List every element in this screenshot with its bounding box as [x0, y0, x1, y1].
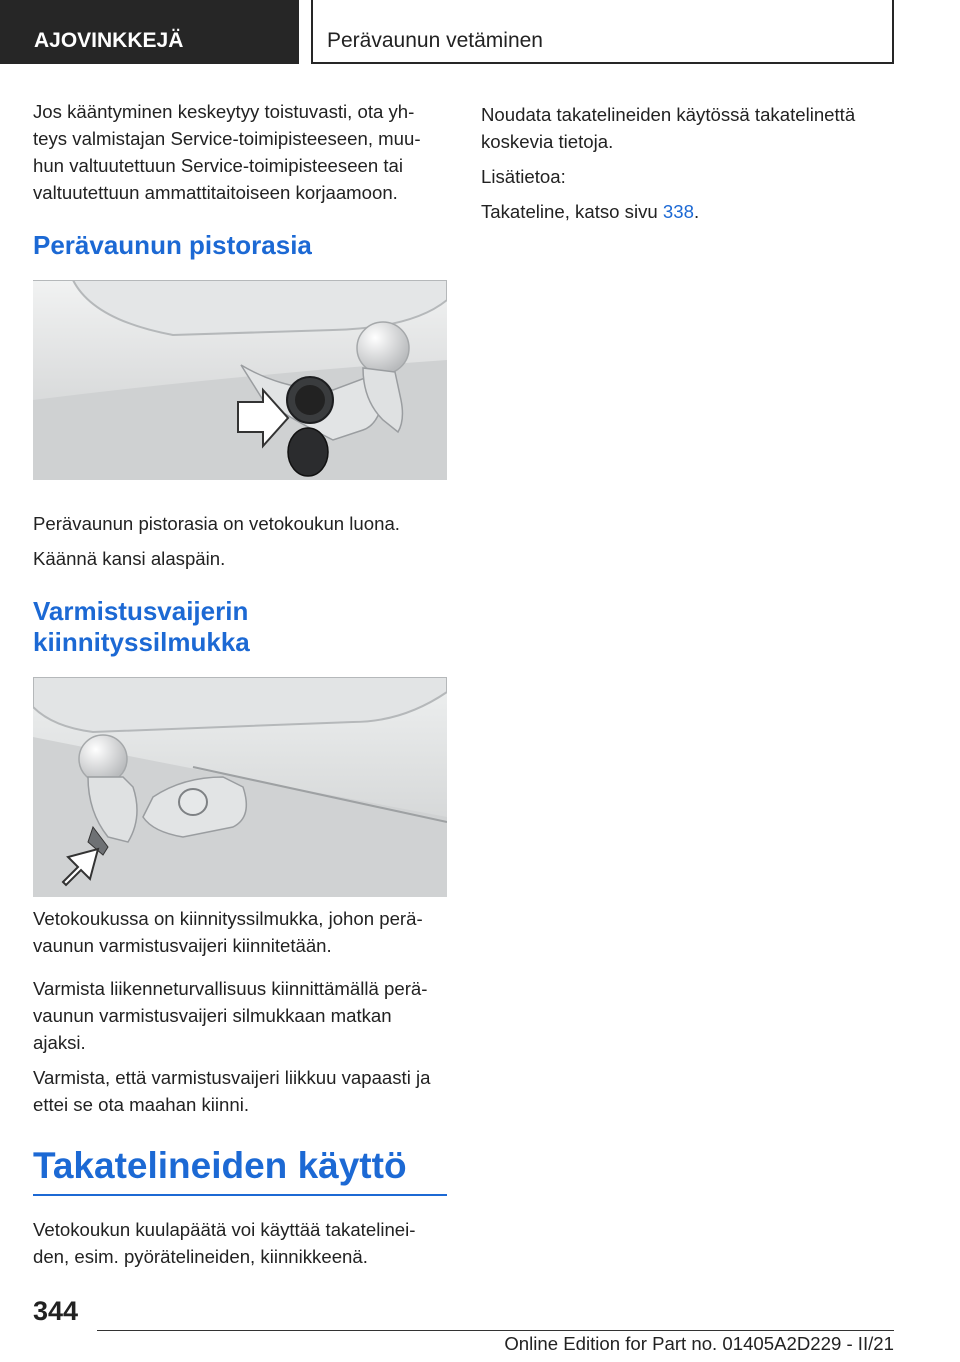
rack-heading: Takatelineiden käyttö [33, 1145, 407, 1186]
rack-paragraph-line: den, esim. pyörätelineiden, kiinnikkeenä. [33, 1246, 368, 1267]
right-column [481, 101, 901, 225]
socket-text-instruction: Käännä kansi alaspäin. [33, 548, 226, 569]
reference-page-link[interactable]: 338 [662, 201, 694, 222]
intro-line: Jos kääntyminen keskeytyy toistuvasti, ota yh- [33, 101, 415, 122]
left-column [33, 98, 447, 1270]
page-number: 344 [33, 1296, 79, 1326]
socket-heading: Perävaunun pistorasia [33, 230, 312, 260]
more-info-label: Lisätietoa: [481, 166, 566, 187]
reference-text: Takateline, katso sivu [481, 201, 663, 222]
eyelet-paragraph-line: Varmista liikenneturvallisuus kiinnittämällä perä- [33, 978, 428, 999]
rack-paragraph-line: Vetokoukun kuulapäätä voi käyttää takatelinei- [33, 1219, 416, 1240]
header-section-title: AJOVINKKEJÄ [0, 0, 299, 64]
reference-end: . [693, 201, 700, 222]
eyelet-paragraph-line: Vetokoukussa on kiinnityssilmukka, johon perä- [33, 908, 423, 929]
eyelet-paragraph-line: ajaksi. [33, 1032, 86, 1053]
eyelet-paragraph-line: vaunun varmistusvaijeri silmukkaan matkan [33, 1005, 392, 1026]
eyelet-heading-line-2: kiinnityssilmukka [33, 627, 250, 657]
rack-note-line: koskevia tietoja. [481, 131, 614, 152]
footer-edition: Online Edition for Part no. 01405A2D229 - II/21 [504, 1333, 894, 1354]
safety-cable-eyelet-image [33, 677, 447, 897]
rack-note-line: Noudata takatelineiden käytössä takatelinettä [481, 104, 856, 125]
trailer-socket-image [33, 280, 447, 480]
intro-line: valtuutettuun ammattitaitoiseen korjaamoon. [33, 182, 398, 203]
eyelet-paragraph-line: vaunun varmistusvaijeri kiinnitetään. [33, 935, 332, 956]
socket-text-location: Perävaunun pistorasia on vetokoukun luona. [33, 513, 400, 534]
reference-line [481, 198, 901, 225]
intro-line: teys valmistajan Service-toimipisteeseen, muu- [33, 128, 421, 149]
eyelet-paragraph-line: Varmista, että varmistusvaijeri liikkuu vapaasti ja [33, 1067, 431, 1088]
footer-rule [97, 1330, 894, 1331]
eyelet-paragraph-line: ettei se ota maahan kiinni. [33, 1094, 250, 1115]
eyelet-heading-line-1: Varmistusvaijerin [33, 596, 249, 626]
header-chapter-title: Perävaunun vetäminen [311, 0, 894, 64]
intro-line: hun valtuutettuun Service-toimipisteeseen tai [33, 155, 404, 176]
